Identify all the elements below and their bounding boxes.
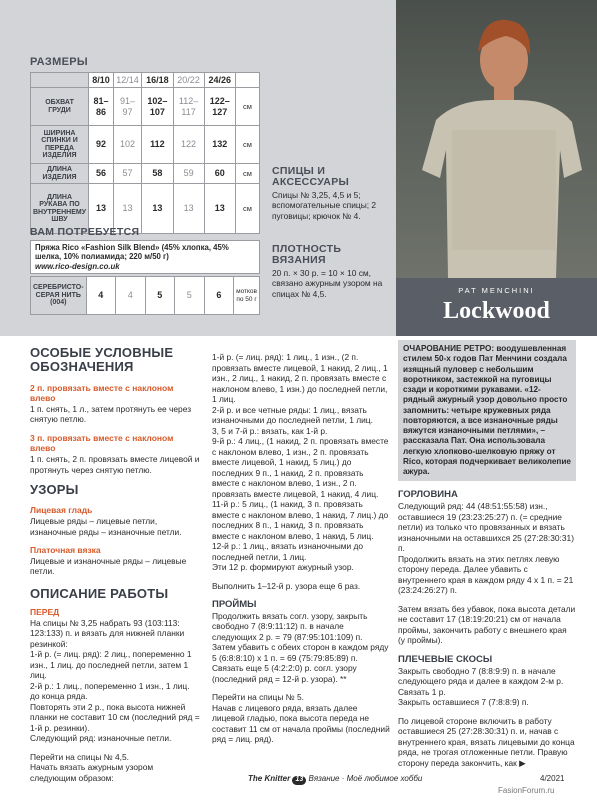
- size-col: 24/26: [204, 73, 235, 88]
- cell: 59: [173, 164, 204, 184]
- sizes-heading: РАЗМЕРЫ: [30, 56, 88, 68]
- gauge-block: [272, 244, 392, 299]
- cell: 92: [89, 126, 114, 164]
- cell: 58: [142, 164, 173, 184]
- cell: 13: [142, 184, 173, 234]
- cell: 4: [116, 277, 146, 315]
- cell: 132: [204, 126, 235, 164]
- front-subheading: ПЕРЕД: [30, 606, 60, 617]
- gauge-heading: ПЛОТНОСТЬ ВЯЗАНИЯ: [272, 243, 342, 267]
- cell: 112–117: [173, 88, 204, 126]
- sizes-table: [30, 72, 260, 234]
- neck-p: Продолжить вязать на этих петлях левую сторону переда. Далее убавить с внутреннего края в каждом ряду 4 х 1 п. = 21 (23:24:26:27) п.: [398, 553, 574, 596]
- unit: см: [236, 184, 260, 234]
- legend-a-title: 2 п. провязать вместе с наклоном влево: [30, 382, 174, 404]
- neck-heading: ГОРЛОВИНА: [398, 489, 458, 501]
- yarn-table: [30, 276, 260, 315]
- yarn-text: Пряжа Rico «Fashion Silk Blend» (45% хлопка, 45% шелка, 10% полиамида; 220 м/50 г): [35, 243, 229, 262]
- mid-line: 9-й р.: 4 лиц., (1 накид, 2 п. провязать вместе с наклоном влево, 1 изн., 2 п. провязать вместе лицевой, 1 накид, 5 лиц.) до последних 9 п., 1 накид, 2 п. провязать вместе с наклоном влево, 1 изн., 2 п. провязать вместе лицевой, 1 накид, 4 лиц.: [212, 436, 389, 499]
- shoulder-p: По лицевой стороне включить в работу оставшиеся 25 (27:28:30:31) п. и, начав с внутреннего края, вязать лицевыми до конца ряда, не трогая отложенные петли. Правую сторону переда закончить, как ▶: [398, 715, 575, 768]
- armhole-heading: ПРОЙМЫ: [212, 599, 257, 610]
- mid-line: 1-й р. (= лиц. ряд): 1 лиц., 1 изн., (2 п. провязать вместе лицевой, 1 накид, 2 лиц., 1 изн., 2 лиц., 1 накид, 2 п. провязать вместе с наклоном влево, 1 изн.) до последней петли, 1 лиц.: [212, 352, 388, 404]
- cell: 122–127: [204, 88, 235, 126]
- unit: см: [236, 88, 260, 126]
- armhole-p: Начав с лицевого ряда, вязать далее лицевой гладью, пока высота переда не составит 11 см от начала проймы (последний ряд = лиц. ряд).: [212, 702, 390, 745]
- pattern-b-title: Платочная вязка: [30, 545, 101, 556]
- patterns-heading: УЗОРЫ: [30, 482, 79, 498]
- unit: см: [236, 126, 260, 164]
- cell: 13: [173, 184, 204, 234]
- row-label: ОБХВАТ ГРУДИ: [31, 88, 89, 126]
- needles-block: [272, 166, 392, 221]
- cell: 112: [142, 126, 173, 164]
- title-banner: [396, 278, 597, 336]
- mid-line: 11-й р.: 5 лиц., (1 накид, 3 п. провязать вместе с наклоном влево, 1 накид, 7 лиц.) до последних 8 п., 1 накид, 3 п. провязать вместе с наклоном влево, 1 накид, 5 лиц.: [212, 499, 389, 541]
- needles-text: Спицы № 3,25, 4,5 и 5; вспомогательные спицы; 2 пуговицы; крючок № 4.: [272, 190, 377, 221]
- mid-line: 2-й р. и все четные ряды: 1 лиц., вязать изнаночными до последней петли, 1 лиц.: [212, 404, 373, 425]
- middle-column: [212, 352, 390, 745]
- cell: 4: [86, 277, 116, 315]
- work-p7: Начать вязать ажурным узором следующим образом:: [30, 762, 154, 783]
- right-column: [398, 340, 576, 768]
- work-p2: 1-й р. (= лиц. ряд): 2 лиц., попеременно 1 изн., 1 лиц. до последней петли, затем 1 лиц.: [30, 649, 192, 681]
- needed-heading: ВАМ ПОТРЕБУЕТСЯ: [30, 226, 140, 238]
- model-photo: [396, 0, 597, 278]
- pattern-b-text: Лицевые и изнаночные ряды – лицевые петли.: [30, 555, 187, 577]
- legend-b-text: 1 п. снять, 2 п. провязать вместе лицевой и протянуть через снятую петлю.: [30, 454, 200, 475]
- pattern-title: Lockwood: [443, 298, 550, 325]
- row-label: ДЛИНА РУКАВА ПО ВНУТРЕННЕМУ ШВУ: [31, 184, 89, 234]
- footer-magazine: The Knitter 13 Вязание · Моё любимое хобби: [248, 774, 423, 783]
- mid-line: 3, 5 и 7-й р.: вязать, как 1-й р.: [212, 425, 328, 436]
- cell: 5: [145, 277, 175, 315]
- cell: 122: [173, 126, 204, 164]
- cell: 81–86: [89, 88, 114, 126]
- needed-box: [30, 240, 260, 274]
- legend-heading: ОСОБЫЕ УСЛОВНЫЕ ОБОЗНАЧЕНИЯ: [30, 345, 174, 375]
- pattern-a-title: Лицевая гладь: [30, 505, 93, 516]
- neck-p: Следующий ряд: 44 (48:51:55:58) изн., оставшиеся 19 (23:23:25:27) п. (= средние петли) из только что провязанных и вязать изнаночными на оставшихся 25 (27:28:30:31) п.: [398, 501, 574, 554]
- designer-name: PAT MENCHINI: [458, 286, 535, 295]
- cell: 13: [113, 184, 141, 234]
- work-p5: Следующий ряд: изнаночные петли.: [30, 733, 172, 744]
- work-p6: Перейти на спицы № 4,5.: [30, 751, 129, 762]
- left-column: [30, 346, 200, 783]
- work-heading: ОПИСАНИЕ РАБОТЫ: [30, 585, 169, 601]
- site-link[interactable]: www.rico-design.co.uk: [35, 261, 120, 271]
- cell: 13: [204, 184, 235, 234]
- cell: 91–97: [113, 88, 141, 126]
- shoulder-p: Закрыть свободно 7 (8:8:9:9) п. в начале следующего ряда и далее в каждом 2-м р. Связать 1 р.: [398, 665, 564, 697]
- footer: [0, 772, 597, 800]
- cell: 57: [113, 164, 141, 184]
- needles-heading: СПИЦЫ И АКСЕССУАРЫ: [272, 165, 350, 189]
- cell: 13: [89, 184, 114, 234]
- mid-line: Эти 12 р. формируют ажурный узор.: [212, 562, 354, 572]
- row-label: СЕРЕБРИСТО-СЕРАЯ НИТЬ (004): [31, 277, 87, 315]
- row-label: ШИРИНА СПИНКИ И ПЕРЕДА ИЗДЕЛИЯ: [31, 126, 89, 164]
- unit: см: [236, 164, 260, 184]
- cell: 102: [113, 126, 141, 164]
- shoulder-p: Закрыть оставшиеся 7 (7:8:8:9) п.: [398, 697, 529, 707]
- cell: 6: [204, 277, 234, 315]
- page-number: 13: [292, 776, 306, 785]
- size-col: 16/18: [142, 73, 173, 88]
- cell: 5: [175, 277, 205, 315]
- gauge-text: 20 п. × 30 р. = 10 × 10 см, связано ажурным узором на спицах № 4,5.: [272, 268, 383, 299]
- unit: мотков по 50 г: [234, 277, 260, 315]
- work-p3: 2-й р.: 1 лиц., попеременно 1 изн., 1 лиц. до конца ряда.: [30, 680, 190, 702]
- neck-p: Затем вязать без убавок, пока высота детали не составит 17 (18:19:20:21) см от начала проймы, закончить работу с внешнего края (у проймы).: [398, 603, 576, 646]
- legend-b-title: 3 п. провязать вместе с наклоном влево: [30, 432, 174, 454]
- shoulder-heading: ПЛЕЧЕВЫЕ СКОСЫ: [398, 653, 493, 665]
- size-col: 12/14: [113, 73, 141, 88]
- armhole-p: Продолжить вязать согл. узору, закрыть свободно 7 (8:9:11:12) п. в начале следующих 2 р. = 79 (87:95:101:109) п.: [212, 610, 368, 642]
- cell: 60: [204, 164, 235, 184]
- mid-line: Выполнить 1–12-й р. узора еще 6 раз.: [212, 580, 361, 591]
- legend-a-text: 1 п. снять, 1 л., затем протянуть ее через снятую петлю.: [30, 403, 192, 425]
- cell: 56: [89, 164, 114, 184]
- watermark: FasionForum.ru: [498, 786, 555, 795]
- armhole-p: Перейти на спицы № 5.: [212, 692, 304, 703]
- work-p4: Повторять эти 2 р., пока высота нижней планки не составит 10 см (последний ряд = 1-й р. резинки).: [30, 701, 200, 733]
- pattern-a-text: Лицевые ряды – лицевые петли, изнаночные ряды – изнаночные петли.: [30, 516, 182, 537]
- armhole-p: Затем убавить с обеих сторон в каждом ряду 5 (6:8:8:10) х 1 п. = 69 (75:79:85:89) п. Связать еще 5 (4:2:2:0) р. согл. узору (последний ряд = 12-й р. узора). **: [212, 642, 389, 684]
- row-label: ДЛИНА ИЗДЕЛИЯ: [31, 164, 89, 184]
- cell: 102–107: [142, 88, 173, 126]
- model-photo-illustration: [396, 0, 597, 278]
- retro-box: ОЧАРОВАНИЕ РЕТРО: воодушевленная стилем 50-х годов Пат Менчини создала изящный пуловер с небольшим воротником, застежкой на пуговицы сзади и короткими рукавами. «12-рядный ажурный узор довольно просто запомнить: четыре кружевных ряда повторяются, а все изнаночные ряды вяжутся изнаночными петлями», – рассказала Пат. Она использовала легкую хлопково-шелковую пряжу от Rico, которая подчеркивает великолепие ажура.: [398, 340, 576, 481]
- mid-line: 12-й р.: 1 лиц., вязать изнаночными до последней петли, 1 лиц.: [212, 541, 364, 562]
- footer-date: 4/2021: [540, 774, 565, 783]
- size-col: 20/22: [173, 73, 204, 88]
- work-p1: На спицы № 3,25 набрать 93 (103:113: 123:133) п. и вязать для нижней планки резинкой:: [30, 617, 185, 649]
- size-col: 8/10: [89, 73, 114, 88]
